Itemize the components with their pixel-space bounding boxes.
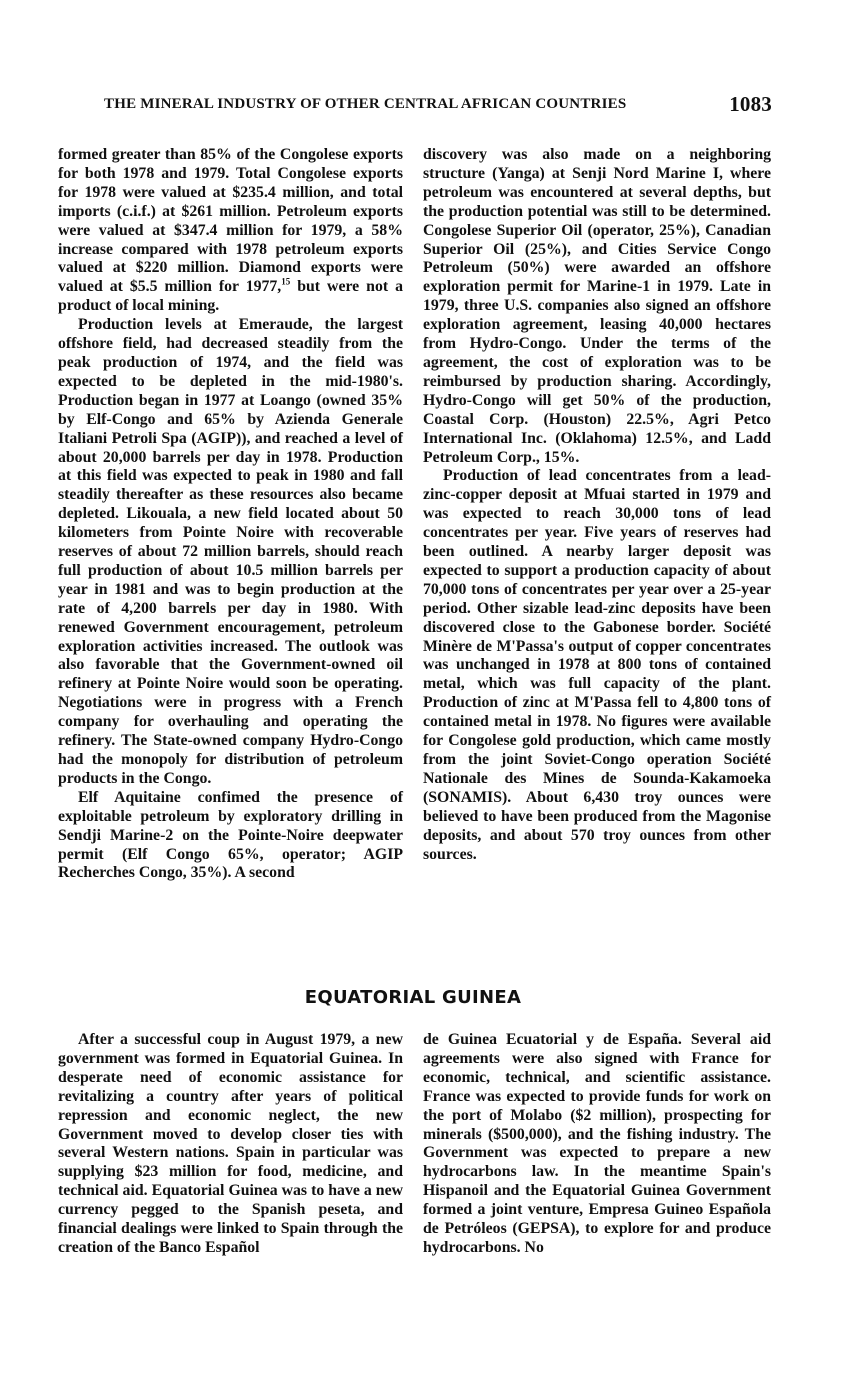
paragraph-text: but were not a product of local mining. <box>58 278 403 315</box>
page-number: 1083 <box>729 92 772 116</box>
paragraph: Production levels at Emeraude, the largest offshore field, had decreased steadily from the peak production of 1974, and the field was expected to be depleted in the mid-1980's. Production began in 1977 at Loango (owned 35% by Elf-Congo and 65% by Azienda Generale Italiani Petroli Spa (AGIP)), and reached a level of about 20,000 barrels per day in 1978. Production at this field was expected to peak in 1980 and fall steadily thereafter as these resources also became depleted. Likouala, a new field located about 50 kilometers from Pointe Noire with recoverable reserves of about 72 million barrels, should reach full production of about 10.5 million barrels per year in 1981 and was to begin production at the rate of 4,200 barrels per day in 1980. With renewed Government encouragement, petroleum exploration activities increased. The outlook was also favorable that the Government-owned oil refinery at Pointe Noire would soon be operating. Negotiations were in progress with a French company for overhauling and operating the refinery. The State-owned company Hydro-Congo had the monopoly for distribution of petroleum products in the Congo. <box>58 316 403 787</box>
paragraph: de Guinea Ecuatorial y de España. Several aid agreements were also signed with France for economic, technical, and scientific assistance. France was expected to provide funds for work on the port of Molabo ($2 million), prospecting for minerals ($500,000), and the fishing industry. The Government was expected to prepare a new hydrocarbons law. In the meantime Spain's Hispanoil and the Equatorial Guinea Government formed a joint venture, Empresa Guineo Española de Petróleos (GEPSA), to explore for and produce hydrocarbons. No <box>423 1031 771 1256</box>
paragraph: Elf Aquitaine confimed the presence of exploitable petroleum by exploratory drilling in Sendji Marine-2 on the Pointe-Noire deepwater permit (Elf Congo 65%, operator; AGIP Recherches Congo, 35%). A second <box>58 788 403 882</box>
running-title: THE MINERAL INDUSTRY OF OTHER CENTRAL AFRICAN COUNTRIES <box>104 96 627 112</box>
column-left <box>58 146 403 883</box>
paragraph-text: formed greater than 85% of the Congolese exports for both 1978 and 1979. Total Congolese exports for 1978 were valued at $235.4 million, and total imports (c.i.f.) at $261 million. Petroleum exports were valued at $347.4 million for 1979, a 58% increase compared with 1978 petroleum exports valued at $220 million. Diamond exports were valued at $5.5 million for 1977, <box>58 146 403 296</box>
section-column-left <box>58 1031 403 1258</box>
footnote-marker: 15 <box>281 277 291 288</box>
running-header <box>104 92 772 116</box>
section-column-right <box>423 1031 771 1258</box>
paragraph: After a successful coup in August 1979, a new government was formed in Equatorial Guinea. In desperate need of economic assistance for revitalizing a country after years of political repression and economic neglect, the new Government moved to develop closer ties with several Western nations. Spain in particular was supplying $23 million for food, medicine, and technical aid. Equatorial Guinea was to have a new currency pegged to the Spanish peseta, and financial dealings were linked to Spain through the creation of the Banco Español <box>58 1031 403 1256</box>
section-heading: EQUATORIAL GUINEA <box>304 987 522 1008</box>
paragraph: discovery was also made on a neighboring structure (Yanga) at Senji Nord Marine I, where petroleum was encountered at several depths, but the production potential was still to be determined. Congolese Superior Oil (operator, 25%), Canadian Superior Oil (25%), and Cities Service Congo Petroleum (50%) were awarded an offshore exploration permit for Marine-1 in 1979. Late in 1979, three U.S. companies also signed an offshore exploration agreement, leasing 40,000 hectares from Hydro-Congo. Under the terms of the agreement, the cost of exploration was to be reimbursed by production sharing. Accordingly, Hydro-Congo will get 50% of the production, Coastal Corp. (Houston) 22.5%, Agri Petco International Inc. (Oklahoma) 12.5%, and Ladd Petroleum Corp., 15%. <box>423 146 771 466</box>
column-right <box>423 146 771 864</box>
paragraph: Production of lead concentrates from a lead-zinc-copper deposit at Mfuai started in 1979 and was expected to reach 30,000 tons of lead concentrates per year. Five years of reserves had been outlined. A nearby larger deposit was expected to support a production capacity of about 70,000 tons of concentrates per year over a 25-year period. Other sizable lead-zinc deposits have been discovered close to the Gabonese border. Société Minère de M'Passa's output of copper concentrates was unchanged in 1978 at 800 tons of contained metal, which was full capacity of the plant. Production of zinc at M'Passa fell to 4,800 tons of contained metal in 1978. No figures were available for Congolese gold production, which came mostly from the joint Soviet-Congo operation Société Nationale des Mines de Sounda-Kakamoeka (SONAMIS). About 6,430 troy ounces were believed to have been produced from the Magonise deposits, and about 570 troy ounces from other sources. <box>423 467 771 863</box>
paragraph <box>58 146 403 316</box>
